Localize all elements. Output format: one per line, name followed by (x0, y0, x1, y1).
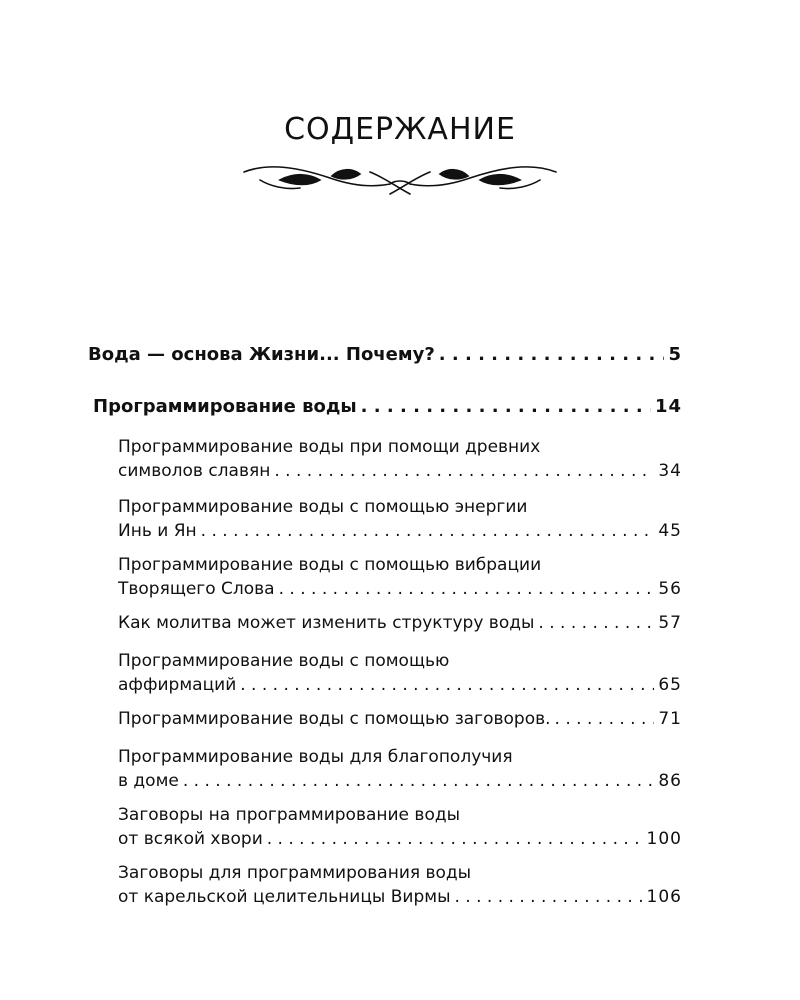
toc-page-number: 14 (654, 396, 682, 417)
toc-entry-title-line: Программирование воды с помощью заговоров. (118, 709, 551, 729)
dot-leader (455, 885, 643, 909)
toc-entry-title-line: Программирование воды с помощью вибрации (118, 555, 542, 575)
toc-page-number: 100 (646, 829, 682, 849)
toc-page-number: 5 (668, 344, 682, 365)
toc-entry[interactable] (118, 553, 682, 601)
toc-page-number: 56 (658, 579, 682, 599)
toc-entry-title-line: аффирмаций (118, 675, 237, 695)
toc-entry-title-line: от карельской целительницы Вирмы (118, 887, 451, 907)
toc-entry-title-line: Заговоры для программирования воды (118, 863, 472, 883)
toc-entry[interactable] (118, 861, 682, 909)
toc-entry-title-line: Как молитва может изменить структуру воды (118, 613, 535, 633)
toc-page-number: 106 (646, 887, 682, 907)
toc-entry-title-line: Творящего Слова (118, 579, 275, 599)
dot-leader (267, 827, 643, 851)
dot-leader (201, 519, 655, 543)
toc-entry[interactable] (118, 611, 682, 635)
dot-leader (279, 577, 655, 601)
toc-entry-title-line: в доме (118, 771, 179, 791)
toc-entry-title-line: Инь и Ян (118, 521, 197, 541)
toc-entry-title-line: Программирование воды для благополучия (118, 747, 513, 767)
floral-divider-icon (240, 158, 560, 198)
dot-leader (183, 769, 654, 793)
dot-leader (240, 673, 654, 697)
toc-entry-title-line: Программирование воды (93, 396, 357, 417)
toc-entry[interactable] (93, 395, 682, 419)
dot-leader (555, 707, 655, 731)
toc-page-number: 65 (658, 675, 682, 695)
toc-page-number: 86 (658, 771, 682, 791)
toc-entry-title-line: Программирование воды при помощи древних (118, 437, 541, 457)
toc-entry-title-line: от всякой хвори (118, 829, 263, 849)
toc-entry-title-line: Программирование воды с помощью (118, 651, 450, 671)
dot-leader (439, 343, 665, 367)
toc-entry-title-line: Заговоры на программирование воды (118, 805, 461, 825)
toc-entry-title-line: Вода — основа Жизни... Почему? (88, 344, 435, 365)
dot-leader (538, 611, 654, 635)
toc-entry[interactable] (118, 435, 682, 483)
toc-entry[interactable] (118, 745, 682, 793)
toc-entry[interactable] (88, 343, 682, 367)
toc-entry[interactable] (118, 803, 682, 851)
toc-page-number: 45 (658, 521, 682, 541)
toc-entry[interactable] (118, 495, 682, 543)
dot-leader (361, 395, 651, 419)
toc-entry-title-line: Программирование воды с помощью энергии (118, 497, 528, 517)
toc-page-number: 34 (658, 461, 682, 481)
dot-leader (274, 459, 654, 483)
toc-page-number: 57 (658, 613, 682, 633)
toc-entry[interactable] (118, 707, 682, 731)
toc-page-number: 71 (658, 709, 682, 729)
page-title: СОДЕРЖАНИЕ (284, 112, 516, 147)
toc-entry[interactable] (118, 649, 682, 697)
toc-entry-title-line: символов славян (118, 461, 271, 481)
